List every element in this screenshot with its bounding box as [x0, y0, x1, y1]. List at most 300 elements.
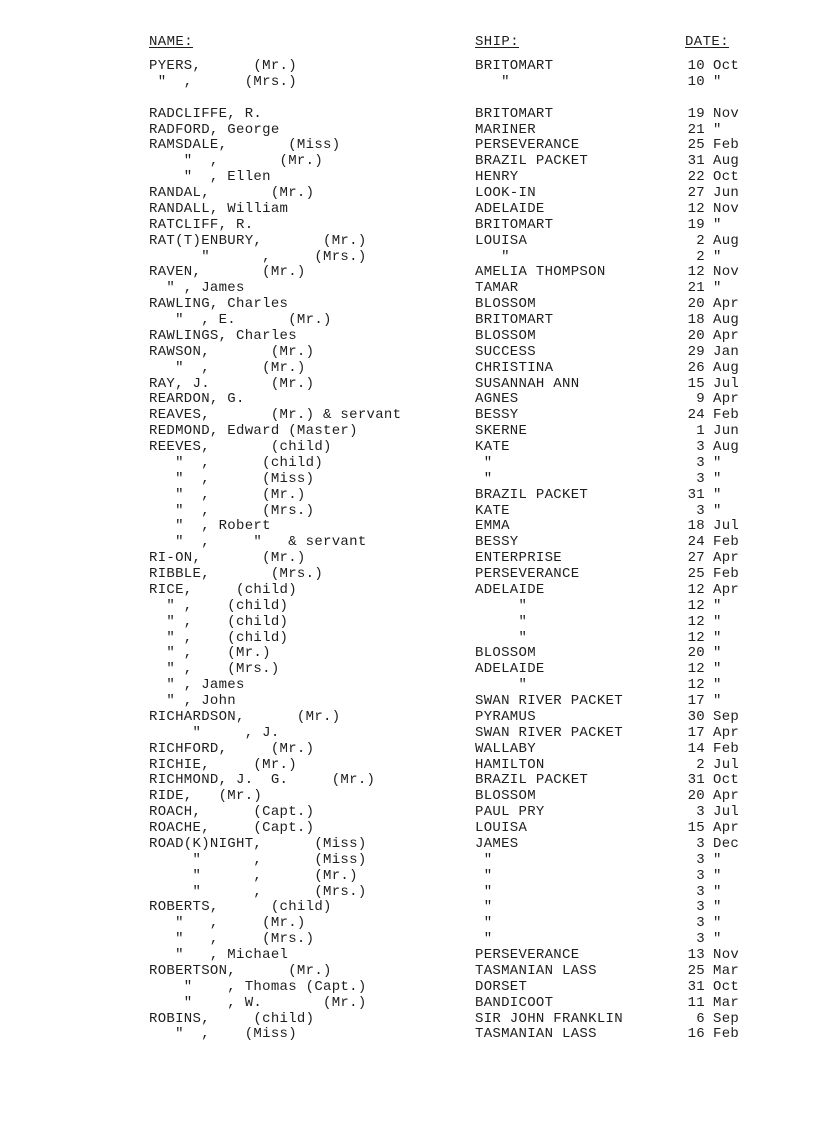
arrival-day: 24	[687, 407, 705, 424]
passenger-name: ROACH, (Capt.)	[149, 804, 315, 821]
passenger-name: " , James	[149, 677, 245, 694]
arrival-day: 20	[687, 327, 705, 344]
arrival-day: 20	[687, 645, 705, 662]
passenger-name: RAWLINGS, Charles	[149, 327, 297, 344]
arrival-day: 3	[696, 931, 705, 948]
ship-name: PAUL PRY	[475, 804, 545, 821]
arrival-day: 3	[696, 439, 705, 455]
passenger-name: RICHIE, (Mr.)	[149, 756, 297, 773]
passenger-name: RATCLIFF, R.	[149, 216, 254, 233]
list-item	[0, 123, 816, 139]
list-item	[0, 488, 816, 504]
arrival-day: 18	[687, 518, 705, 535]
arrival-day: 12	[687, 597, 705, 614]
arrival-day: 12	[687, 629, 705, 646]
passenger-name: " , (Miss)	[149, 851, 367, 868]
arrival-day: 30	[687, 708, 705, 725]
ship-name: LOUISA	[475, 232, 528, 249]
ship-name: HAMILTON	[475, 756, 545, 773]
ship-name: "	[475, 883, 493, 900]
list-item	[0, 440, 816, 456]
passenger-name: PYERS, (Mr.)	[149, 58, 297, 74]
arrival-month: Sep	[713, 708, 740, 725]
arrival-day: 14	[687, 740, 705, 757]
ship-name: BANDICOOT	[475, 994, 554, 1011]
arrival-day: 16	[687, 1026, 705, 1043]
passenger-name: " , Robert	[149, 518, 271, 535]
list-item	[0, 853, 816, 869]
passenger-name: " , (Mrs.)	[149, 73, 297, 90]
ship-name: DORSET	[475, 978, 528, 995]
passenger-name: " , J.	[149, 724, 280, 741]
arrival-month: Aug	[713, 359, 740, 376]
ship-name: BRITOMART	[475, 312, 554, 328]
ship-name: "	[475, 677, 528, 694]
ship-name: "	[475, 613, 528, 630]
arrival-month: Nov	[713, 105, 740, 122]
arrival-month: Jul	[713, 518, 740, 535]
arrival-day: 12	[687, 613, 705, 630]
arrival-month: Feb	[713, 566, 740, 582]
arrival-month: Apr	[713, 820, 740, 836]
ship-name: "	[475, 915, 493, 932]
ship-name: BLOSSOM	[475, 296, 536, 313]
passenger-name: " , (Mrs.)	[149, 248, 367, 265]
arrival-day: 1	[696, 423, 705, 440]
arrival-month: Oct	[713, 772, 740, 789]
arrival-day: 9	[696, 391, 705, 408]
arrival-day: 29	[687, 343, 705, 360]
arrival-month: Apr	[713, 581, 740, 598]
arrival-day: 19	[687, 216, 705, 233]
list-item	[0, 964, 816, 980]
arrival-month: "	[713, 931, 722, 948]
ship-name: PERSEVERANCE	[475, 947, 580, 963]
arrival-month: "	[713, 73, 722, 90]
arrival-day: 17	[687, 724, 705, 741]
list-item	[0, 519, 816, 535]
passenger-name: " , (Miss)	[149, 470, 315, 487]
arrival-month: Apr	[713, 724, 740, 741]
ship-name: KATE	[475, 439, 510, 455]
ship-name: "	[475, 454, 493, 471]
list-item	[0, 631, 816, 647]
ship-name: ADELAIDE	[475, 661, 545, 678]
list-item	[0, 345, 816, 361]
passenger-name: ROBERTS, (child)	[149, 899, 332, 916]
passenger-name: " , (Mrs.)	[149, 931, 315, 948]
arrival-month: Dec	[713, 835, 740, 852]
passenger-name: " , (Mr.)	[149, 867, 358, 884]
list-item	[0, 265, 816, 281]
passenger-name: " , (Mr.)	[149, 645, 271, 662]
list-item	[0, 281, 816, 297]
arrival-month: "	[713, 454, 722, 471]
list-item	[0, 932, 816, 948]
arrival-day: 20	[687, 296, 705, 313]
arrival-month: Mar	[713, 994, 740, 1011]
passenger-name: REAVES, (Mr.) & servant	[149, 407, 402, 424]
arrival-day: 17	[687, 693, 705, 709]
passenger-name: RAY, J. (Mr.)	[149, 375, 315, 392]
list-item	[0, 789, 816, 805]
ship-name: TAMAR	[475, 280, 519, 297]
ship-name: PYRAMUS	[475, 708, 536, 725]
arrival-month: Oct	[713, 169, 740, 186]
list-item	[0, 599, 816, 615]
passenger-name: RANDAL, (Mr.)	[149, 185, 315, 201]
ship-name: "	[475, 851, 493, 868]
list-item	[0, 456, 816, 472]
arrival-day: 31	[687, 978, 705, 995]
ship-name: AGNES	[475, 391, 519, 408]
arrival-month: Mar	[713, 962, 740, 979]
list-item	[0, 504, 816, 520]
date-column-header: DATE:	[685, 34, 730, 50]
arrival-day: 25	[687, 962, 705, 979]
arrival-day: 31	[687, 486, 705, 503]
list-item	[0, 1027, 816, 1043]
arrival-month: "	[713, 248, 722, 265]
arrival-month: "	[713, 470, 722, 487]
ship-name: ENTERPRISE	[475, 550, 563, 567]
ship-name: BLOSSOM	[475, 788, 536, 805]
ship-name: ADELAIDE	[475, 200, 545, 217]
list-item	[0, 996, 816, 1012]
ship-name: "	[475, 73, 510, 90]
arrival-month: Jul	[713, 375, 740, 392]
arrival-month: Feb	[713, 534, 740, 551]
arrival-month: "	[713, 613, 722, 630]
passenger-name: " , (Mr.)	[149, 359, 306, 376]
list-item	[0, 250, 816, 266]
ship-name: "	[475, 867, 493, 884]
list-item	[0, 583, 816, 599]
list-item	[0, 551, 816, 567]
list-item	[0, 678, 816, 694]
arrival-month: "	[713, 883, 722, 900]
list-item	[0, 869, 816, 885]
ship-name: PERSEVERANCE	[475, 137, 580, 154]
list-item	[0, 297, 816, 313]
passenger-name: " , Thomas (Capt.)	[149, 978, 367, 995]
list-item	[0, 980, 816, 996]
ship-name: "	[475, 470, 493, 487]
ship-name: BRITOMART	[475, 105, 554, 122]
list-item	[0, 615, 816, 631]
passenger-name: " , (Mr.)	[149, 153, 324, 170]
arrival-day: 12	[687, 581, 705, 598]
ship-name: SIR JOHN FRANKLIN	[475, 1010, 623, 1027]
list-item	[0, 313, 816, 329]
ship-name: BRITOMART	[475, 216, 554, 233]
arrival-day: 15	[687, 820, 705, 836]
list-item	[0, 361, 816, 377]
ship-name: SUCCESS	[475, 343, 536, 360]
passenger-name: " , (Mr.)	[149, 486, 306, 503]
passenger-name: RICHFORD, (Mr.)	[149, 740, 315, 757]
arrival-day: 12	[687, 264, 705, 281]
ship-name: EMMA	[475, 518, 510, 535]
arrival-day: 31	[687, 153, 705, 170]
arrival-month: "	[713, 693, 722, 709]
arrival-day: 3	[696, 899, 705, 916]
ship-name: BLOSSOM	[475, 327, 536, 344]
arrival-day: 3	[696, 883, 705, 900]
arrival-month: Aug	[713, 153, 740, 170]
ship-name: BESSY	[475, 534, 519, 551]
passenger-name: " , (child)	[149, 613, 289, 630]
passenger-name: RADCLIFFE, R.	[149, 105, 263, 122]
arrival-month: Feb	[713, 740, 740, 757]
arrival-day: 11	[687, 994, 705, 1011]
arrival-month: Aug	[713, 439, 740, 455]
arrival-day: 15	[687, 375, 705, 392]
list-item	[0, 186, 816, 202]
name-column-header: NAME:	[149, 34, 194, 50]
ship-name: PERSEVERANCE	[475, 566, 580, 582]
list-item	[0, 646, 816, 662]
ship-column-header: SHIP:	[475, 34, 520, 50]
arrival-day: 3	[696, 867, 705, 884]
arrival-month: Feb	[713, 407, 740, 424]
list-item	[0, 948, 816, 964]
ship-name: BLOSSOM	[475, 645, 536, 662]
list-item	[0, 154, 816, 170]
arrival-day: 12	[687, 677, 705, 694]
passenger-name: RAWLING, Charles	[149, 296, 289, 313]
arrival-month: Jun	[713, 423, 740, 440]
arrival-day: 10	[687, 73, 705, 90]
passenger-name: ROBINS, (child)	[149, 1010, 315, 1027]
ship-name: BRAZIL PACKET	[475, 772, 589, 789]
list-item	[0, 773, 816, 789]
arrival-month: Feb	[713, 1026, 740, 1043]
arrival-month: Nov	[713, 200, 740, 217]
arrival-day: 24	[687, 534, 705, 551]
ship-name: BRITOMART	[475, 58, 554, 74]
passenger-name: ROAD(K)NIGHT, (Miss)	[149, 835, 367, 852]
passenger-name: RAWSON, (Mr.)	[149, 343, 315, 360]
ship-name: "	[475, 629, 528, 646]
list-item	[0, 107, 816, 123]
arrival-day: 3	[696, 915, 705, 932]
passenger-name: " , (Mr.)	[149, 915, 306, 932]
ship-name: SWAN RIVER PACKET	[475, 724, 623, 741]
passenger-name: " , John	[149, 693, 237, 709]
list-item	[0, 821, 816, 837]
list-item	[0, 742, 816, 758]
arrival-month: Sep	[713, 1010, 740, 1027]
passenger-name: RICE, (child)	[149, 581, 297, 598]
ship-name: "	[475, 248, 510, 265]
list-item	[0, 837, 816, 853]
passenger-name: RAVEN, (Mr.)	[149, 264, 306, 281]
arrival-day: 3	[696, 454, 705, 471]
list-item	[0, 567, 816, 583]
ship-name: BRAZIL PACKET	[475, 153, 589, 170]
arrival-day: 25	[687, 137, 705, 154]
list-item	[0, 900, 816, 916]
passenger-name: RAMSDALE, (Miss)	[149, 137, 341, 154]
arrival-day: 3	[696, 502, 705, 519]
arrival-month: "	[713, 216, 722, 233]
arrival-day: 18	[687, 312, 705, 328]
list-item	[0, 726, 816, 742]
arrival-day: 3	[696, 470, 705, 487]
arrival-day: 19	[687, 105, 705, 122]
arrival-month: Apr	[713, 296, 740, 313]
arrival-month: Apr	[713, 788, 740, 805]
arrival-month: Aug	[713, 232, 740, 249]
arrival-day: 27	[687, 550, 705, 567]
arrival-day: 6	[696, 1010, 705, 1027]
ship-name: SUSANNAH ANN	[475, 375, 580, 392]
ship-name: SKERNE	[475, 423, 528, 440]
arrival-month: "	[713, 661, 722, 678]
ship-name: TASMANIAN LASS	[475, 1026, 597, 1043]
passenger-name: ROBERTSON, (Mr.)	[149, 962, 332, 979]
passenger-name: " , Ellen	[149, 169, 271, 186]
arrival-day: 12	[687, 661, 705, 678]
passenger-name: RICHARDSON, (Mr.)	[149, 708, 341, 725]
passenger-name: REDMOND, Edward (Master)	[149, 423, 358, 440]
arrival-month: Jul	[713, 756, 740, 773]
arrival-month: Jan	[713, 343, 740, 360]
list-item	[0, 805, 816, 821]
arrival-month: Nov	[713, 947, 740, 963]
list-item	[0, 424, 816, 440]
arrival-month: Oct	[713, 978, 740, 995]
passenger-name: " , (Mrs.)	[149, 883, 367, 900]
ship-name: HENRY	[475, 169, 519, 186]
arrival-month: Apr	[713, 550, 740, 567]
ship-name: LOUISA	[475, 820, 528, 836]
ship-name: "	[475, 597, 528, 614]
ship-name: SWAN RIVER PACKET	[475, 693, 623, 709]
arrival-month: Feb	[713, 137, 740, 154]
list-item	[0, 916, 816, 932]
list-item	[0, 694, 816, 710]
arrival-day: 21	[687, 280, 705, 297]
arrival-day: 3	[696, 851, 705, 868]
ship-name: "	[475, 899, 493, 916]
list-item	[0, 91, 816, 107]
passenger-name: RAT(T)ENBURY, (Mr.)	[149, 232, 367, 249]
passenger-name: " , James	[149, 280, 245, 297]
ship-name: TASMANIAN LASS	[475, 962, 597, 979]
ship-name: AMELIA THOMPSON	[475, 264, 606, 281]
arrival-month: "	[713, 899, 722, 916]
arrival-month: "	[713, 486, 722, 503]
list-item	[0, 75, 816, 91]
arrival-month: "	[713, 915, 722, 932]
list-item	[0, 59, 816, 75]
list-item	[0, 329, 816, 345]
ship-name: MARINER	[475, 121, 536, 138]
passenger-name: " , (Mrs.)	[149, 661, 280, 678]
passenger-name: RADFORD, George	[149, 121, 280, 138]
arrival-day: 2	[696, 248, 705, 265]
ship-name: JAMES	[475, 835, 519, 852]
list-item	[0, 202, 816, 218]
ship-name: "	[475, 931, 493, 948]
list-item	[0, 170, 816, 186]
ship-name: CHRISTINA	[475, 359, 554, 376]
passenger-name: " , (child)	[149, 454, 324, 471]
arrival-day: 22	[687, 169, 705, 186]
arrival-month: Apr	[713, 327, 740, 344]
passenger-name: " , (Mrs.)	[149, 502, 315, 519]
arrival-month: Jun	[713, 185, 740, 201]
passenger-name: " , " & servant	[149, 534, 367, 551]
list-item	[0, 758, 816, 774]
passenger-name: " , (child)	[149, 629, 289, 646]
list-item	[0, 408, 816, 424]
list-item	[0, 662, 816, 678]
arrival-month: Apr	[713, 391, 740, 408]
passenger-name: " , (child)	[149, 597, 289, 614]
arrival-month: "	[713, 280, 722, 297]
passenger-name: " , Michael	[149, 947, 289, 963]
ship-name: LOOK-IN	[475, 185, 536, 201]
arrival-month: Aug	[713, 312, 740, 328]
list-item	[0, 472, 816, 488]
arrival-month: "	[713, 502, 722, 519]
arrival-month: "	[713, 851, 722, 868]
list-item	[0, 138, 816, 154]
arrival-month: "	[713, 677, 722, 694]
arrival-month: "	[713, 629, 722, 646]
list-item	[0, 392, 816, 408]
passenger-name: " , W. (Mr.)	[149, 994, 367, 1011]
passenger-name: " , E. (Mr.)	[149, 312, 332, 328]
arrival-day: 3	[696, 835, 705, 852]
arrival-month: Jul	[713, 804, 740, 821]
arrival-month: "	[713, 121, 722, 138]
arrival-day: 20	[687, 788, 705, 805]
arrival-month: "	[713, 645, 722, 662]
arrival-day: 2	[696, 232, 705, 249]
list-item	[0, 535, 816, 551]
list-item	[0, 234, 816, 250]
list-item	[0, 1012, 816, 1028]
arrival-month: Oct	[713, 58, 740, 74]
ship-name: KATE	[475, 502, 510, 519]
passenger-name: RIDE, (Mr.)	[149, 788, 263, 805]
arrival-day: 13	[687, 947, 705, 963]
arrival-day: 27	[687, 185, 705, 201]
passenger-name: RIBBLE, (Mrs.)	[149, 566, 324, 582]
list-item	[0, 885, 816, 901]
ship-name: BRAZIL PACKET	[475, 486, 589, 503]
arrival-month: "	[713, 867, 722, 884]
arrival-month: "	[713, 597, 722, 614]
passenger-name: " , (Miss)	[149, 1026, 297, 1043]
ship-name: ADELAIDE	[475, 581, 545, 598]
passenger-name: ROACHE, (Capt.)	[149, 820, 315, 836]
list-item	[0, 710, 816, 726]
arrival-day: 25	[687, 566, 705, 582]
passenger-name: RANDALL, William	[149, 200, 289, 217]
passenger-name: RI-ON, (Mr.)	[149, 550, 306, 567]
arrival-day: 26	[687, 359, 705, 376]
passenger-name: REARDON, G.	[149, 391, 245, 408]
arrival-day: 21	[687, 121, 705, 138]
ship-name: WALLABY	[475, 740, 536, 757]
arrival-day: 31	[687, 772, 705, 789]
ship-name: BESSY	[475, 407, 519, 424]
